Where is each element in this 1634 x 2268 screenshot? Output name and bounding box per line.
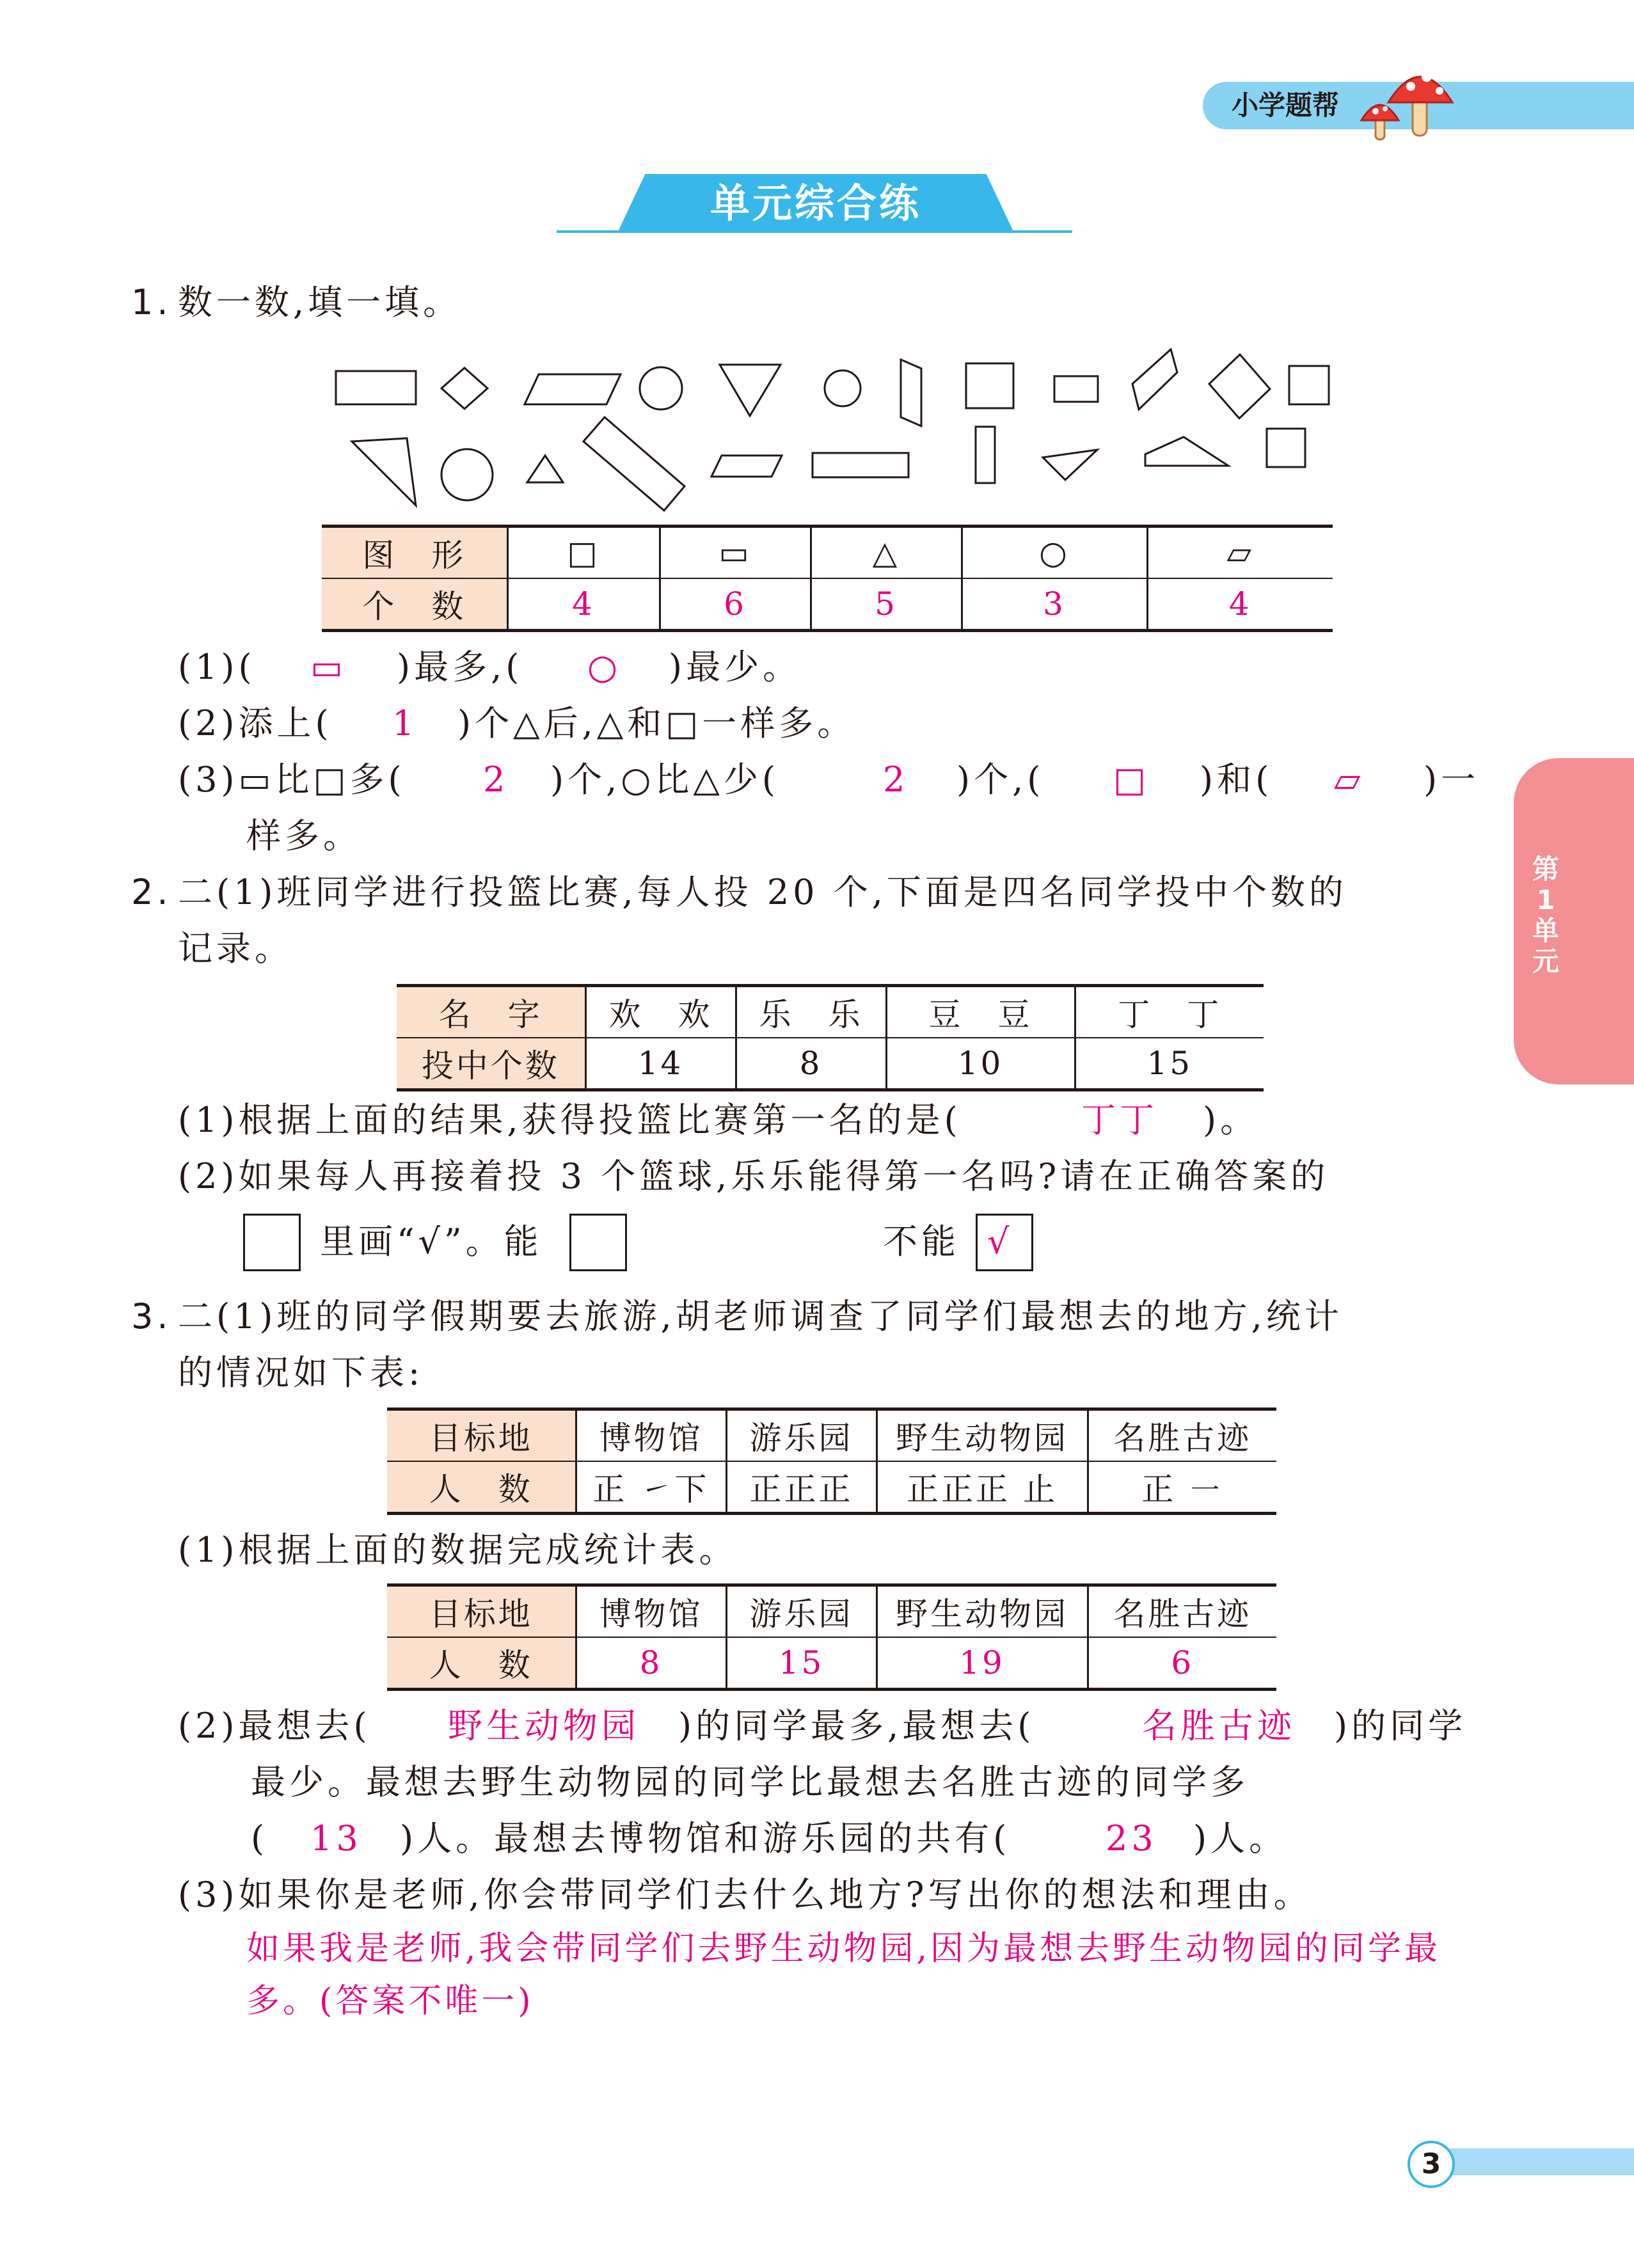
q3-s2-f: )人。 xyxy=(1193,1818,1288,1859)
q3-prompt-line1: 二(1)班的同学假期要去旅游,胡老师调查了同学们最想去的地方,统计 xyxy=(178,1296,1343,1336)
q3-count-amusement-park: 15 xyxy=(726,1637,876,1690)
q2-score-dingding: 15 xyxy=(1075,1038,1264,1090)
q3-t1-row-label: 人 数 xyxy=(387,1461,576,1514)
q3-stat-table xyxy=(387,1583,1276,1691)
q1-s3-ans2: 2 xyxy=(883,759,909,800)
q1-count-rectangle: 6 xyxy=(660,578,811,631)
q2-s1-b: )。 xyxy=(1203,1100,1259,1140)
q3-s2-e: )人。最想去博物馆和游乐园的共有( xyxy=(400,1818,1011,1859)
q3-t2-head-label: 目标地 xyxy=(387,1585,576,1638)
q3-t2-amusement-park: 游乐园 xyxy=(726,1585,876,1638)
q2-s2-mid: 里画“√”。能 xyxy=(320,1221,543,1262)
q2-score-huanhuan: 14 xyxy=(585,1038,736,1090)
q2-answer-box-yes[interactable] xyxy=(569,1214,627,1271)
q1-s1-c: )最少。 xyxy=(669,647,802,687)
q3-s2-line2: 最少。最想去野生动物园的同学比最想去名胜古迹的同学多 xyxy=(251,1762,1249,1802)
q3-s2-ans3: 13 xyxy=(310,1818,362,1859)
q3-s3-answer-line1: 如果我是老师,我会带同学们去野生动物园,因为最想去野生动物园的同学最 xyxy=(246,1930,1441,1968)
q1-s2-a: (2)添上( xyxy=(178,703,333,743)
q3-t2-row-label: 人 数 xyxy=(387,1637,576,1690)
q2-score-lele: 8 xyxy=(736,1038,886,1090)
q3-s2-b: )的同学最多,最想去( xyxy=(678,1706,1035,1746)
q3-tally-museum: 正 ㇀下 xyxy=(576,1461,726,1514)
q1-count-parallelogram: 4 xyxy=(1147,578,1333,631)
q1-number: 1. xyxy=(131,282,172,322)
q3-s1: (1)根据上面的数据完成统计表。 xyxy=(178,1530,738,1570)
q1-count-square: 4 xyxy=(507,578,660,631)
q2-table-head-label: 名 字 xyxy=(397,986,585,1038)
q1-count-triangle: 5 xyxy=(811,578,962,631)
q3-tally-historic-sites: 正 ㇐ xyxy=(1088,1461,1276,1514)
q1-shape-rectangle: ▭ xyxy=(660,527,811,579)
q2-score-doudou: 10 xyxy=(886,1038,1075,1090)
q1-s3-b: )个,○比△少( xyxy=(550,759,779,800)
q2-answer-box-intro[interactable] xyxy=(243,1214,301,1271)
q1-table-row1-label: 图 形 xyxy=(322,527,507,579)
q3-s2-ans1: 野生动物园 xyxy=(448,1706,640,1746)
q3-prompt-line2: 的情况如下表: xyxy=(178,1352,424,1393)
q1-prompt: 数一数,填一填。 xyxy=(178,282,462,322)
q2-number: 2. xyxy=(131,872,172,912)
q2-table-row-label: 投中个数 xyxy=(397,1038,585,1090)
q2-score-table xyxy=(397,984,1264,1091)
q3-s3-answer-line2: 多。(答案不唯一) xyxy=(246,1982,534,2020)
q3-count-museum: 8 xyxy=(576,1637,726,1690)
unit-side-label: 第1单元 xyxy=(1532,853,1559,977)
q3-s2-a: (2)最想去( xyxy=(178,1706,371,1746)
q2-prompt-line1: 二(1)班同学进行投篮比赛,每人投 20 个,下面是四名同学投中个数的 xyxy=(178,872,1347,912)
q1-count-table xyxy=(322,525,1333,632)
q1-s3-ans3: □ xyxy=(1113,759,1150,800)
q1-shape-parallelogram: ▱ xyxy=(1147,527,1333,579)
q3-tally-amusement-park: 正正正 xyxy=(726,1461,876,1514)
q2-s2-no-label: 不能 xyxy=(883,1221,960,1262)
q3-count-historic-sites: 6 xyxy=(1088,1637,1276,1690)
q2-s2-line1: (2)如果每人再接着投 3 个篮球,乐乐能得第一名吗?请在正确答案的 xyxy=(178,1156,1329,1196)
q1-s3-c: )个,( xyxy=(956,759,1045,800)
q1-shape-circle: ○ xyxy=(962,527,1147,579)
q3-s2-ans4: 23 xyxy=(1106,1818,1157,1859)
q3-tally-wildlife-park: 正正正 止 xyxy=(876,1461,1088,1514)
q3-s2-ans2: 名胜古迹 xyxy=(1142,1706,1296,1746)
q3-t2-wildlife-park: 野生动物园 xyxy=(876,1585,1088,1638)
q3-t1-amusement-park: 游乐园 xyxy=(726,1409,876,1462)
brand-label: 小学题帮 xyxy=(1232,90,1340,121)
q2-prompt-line2: 记录。 xyxy=(178,928,293,969)
q3-number: 3. xyxy=(131,1296,172,1336)
q1-s1-b: )最多,( xyxy=(397,647,523,687)
q1-shape-square: □ xyxy=(507,527,660,579)
q3-t1-wildlife-park: 野生动物园 xyxy=(876,1409,1088,1462)
q1-s3-f: 样多。 xyxy=(246,816,361,856)
q3-t2-historic-sites: 名胜古迹 xyxy=(1088,1585,1276,1638)
q1-s1-ans1: ▭ xyxy=(310,647,347,687)
page-number-bar xyxy=(1440,2148,1634,2175)
q1-s1-a: (1)( xyxy=(178,647,256,687)
q1-s3-ans1: 2 xyxy=(483,759,509,800)
q3-t1-museum: 博物馆 xyxy=(576,1409,726,1462)
q2-name-lele: 乐 乐 xyxy=(736,986,886,1038)
q1-count-circle: 3 xyxy=(962,578,1147,631)
mushroom-icon xyxy=(1350,58,1465,147)
q2-check-mark: √ xyxy=(987,1221,1013,1262)
q3-t2-museum: 博物馆 xyxy=(576,1585,726,1638)
q3-tally-table xyxy=(387,1408,1276,1515)
q1-s3-ans4: ▱ xyxy=(1334,759,1365,800)
q3-t1-head-label: 目标地 xyxy=(387,1409,576,1462)
q1-table-row2-label: 个 数 xyxy=(322,578,507,631)
q1-shapes-figure xyxy=(320,326,1344,518)
q1-s3-d: )和( xyxy=(1200,759,1273,800)
q1-s3-e: )一 xyxy=(1424,759,1480,800)
q2-s1-ans: 丁丁 xyxy=(1081,1100,1158,1140)
q1-s1-ans2: ○ xyxy=(587,647,622,687)
q3-t1-historic-sites: 名胜古迹 xyxy=(1088,1409,1276,1462)
q2-name-huanhuan: 欢 欢 xyxy=(585,986,736,1038)
q1-s2-b: )个△后,△和□一样多。 xyxy=(457,703,856,743)
q2-name-dingding: 丁 丁 xyxy=(1075,986,1264,1038)
q3-count-wildlife-park: 19 xyxy=(876,1637,1088,1690)
q3-s2-d: ( xyxy=(251,1818,269,1859)
q1-s3-a: (3)▭比□多( xyxy=(178,759,406,800)
q2-s1-a: (1)根据上面的结果,获得投篮比赛第一名的是( xyxy=(178,1100,962,1140)
q3-s2-c: )的同学 xyxy=(1334,1706,1467,1746)
q1-s2-ans: 1 xyxy=(392,703,418,743)
q1-shape-triangle: △ xyxy=(811,527,962,579)
q3-s3-question: (3)如果你是老师,你会带同学们去什么地方?写出你的想法和理由。 xyxy=(178,1875,1312,1915)
page-number: 3 xyxy=(1408,2141,1455,2188)
q2-name-doudou: 豆 豆 xyxy=(886,986,1075,1038)
page-title: 单元综合练 xyxy=(710,180,921,226)
